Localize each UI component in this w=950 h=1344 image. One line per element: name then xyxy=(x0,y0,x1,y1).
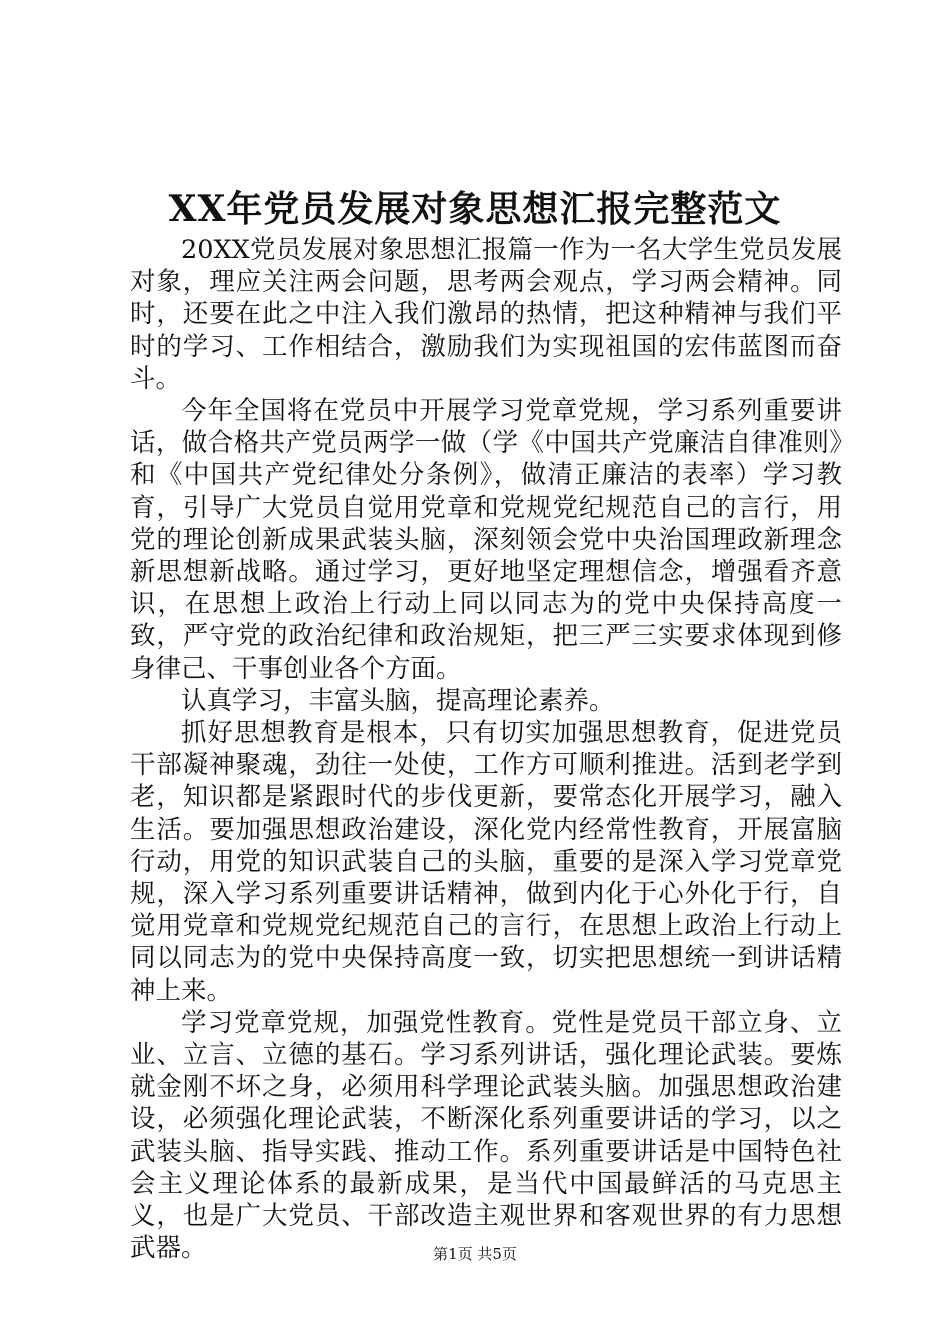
paragraph-4: 抓好思想教育是根本，只有切实加强思想教育，促进党员干部凝神聚魂，劲往一处使，工作方可顺利推进。活到老学到老，知识都是紧跟时代的步伐更新，要常态化开展学习，融入生活。要加强思想政治建设，深化党内经常性教育，开展富脑行动，用党的知识武装自己的头脑，重要的是深入学习党章党规，深入学习系列重要讲话精神，做到内化于心外化于行，自觉用党章和党规党纪规范自己的言行，在思想上政治上行动上同以同志为的党中央保持高度一致，切实把思想统一到讲话精神上来。 xyxy=(130,718,842,1006)
paragraph-5: 学习党章党规，加强党性教育。党性是党员干部立身、立业、立言、立德的基石。学习系列讲话，强化理论武装。要炼就金刚不坏之身，必须用科学理论武装头脑。加强思想政治建设，必须强化理论武装，不断深化系列重要讲话的学习，以之武装头脑、指导实践、推动工作。系列重要讲话是中国特色社会主义理论体系的最新成果，是当代中国最鲜活的马克思主义，也是广大党员、干部改造主观世界和客观世界的有力思想武器。 xyxy=(130,1007,842,1264)
page-number-indicator: 第1页 共5页 xyxy=(433,1245,517,1263)
paragraph-1: 20XX党员发展对象思想汇报篇一作为一名大学生党员发展对象，理应关注两会问题，思考两会观点，学习两会精神。同时，还要在此之中注入我们激昂的热情，把这种精神与我们平时的学习、工作相结合，激励我们为实现祖国的宏伟蓝图而奋斗。 xyxy=(130,235,842,394)
document-title: XX年党员发展对象思想汇报完整范文 xyxy=(168,188,782,230)
paragraph-2: 今年全国将在党员中开展学习党章党规，学习系列重要讲话，做合格共产党员两学一做（学《中国共产党廉洁自律准则》和《中国共产党纪律处分条例》，做清正廉洁的表率）学习教育，引导广大党员自觉用党章和党规党纪规范自己的言行，用党的理论创新成果武装头脑，深刻领会党中央治国理政新理念新思想新战略。通过学习，更好地坚定理想信念，增强看齐意识，在思想上政治上行动上同以同志为的党中央保持高度一致，严守党的政治纪律和政治规矩，把三严三实要求体现到修身律己、干事创业各个方面。 xyxy=(130,396,842,684)
paragraph-3: 认真学习，丰富头脑，提高理论素养。 xyxy=(181,685,615,716)
document-body xyxy=(130,234,842,1265)
